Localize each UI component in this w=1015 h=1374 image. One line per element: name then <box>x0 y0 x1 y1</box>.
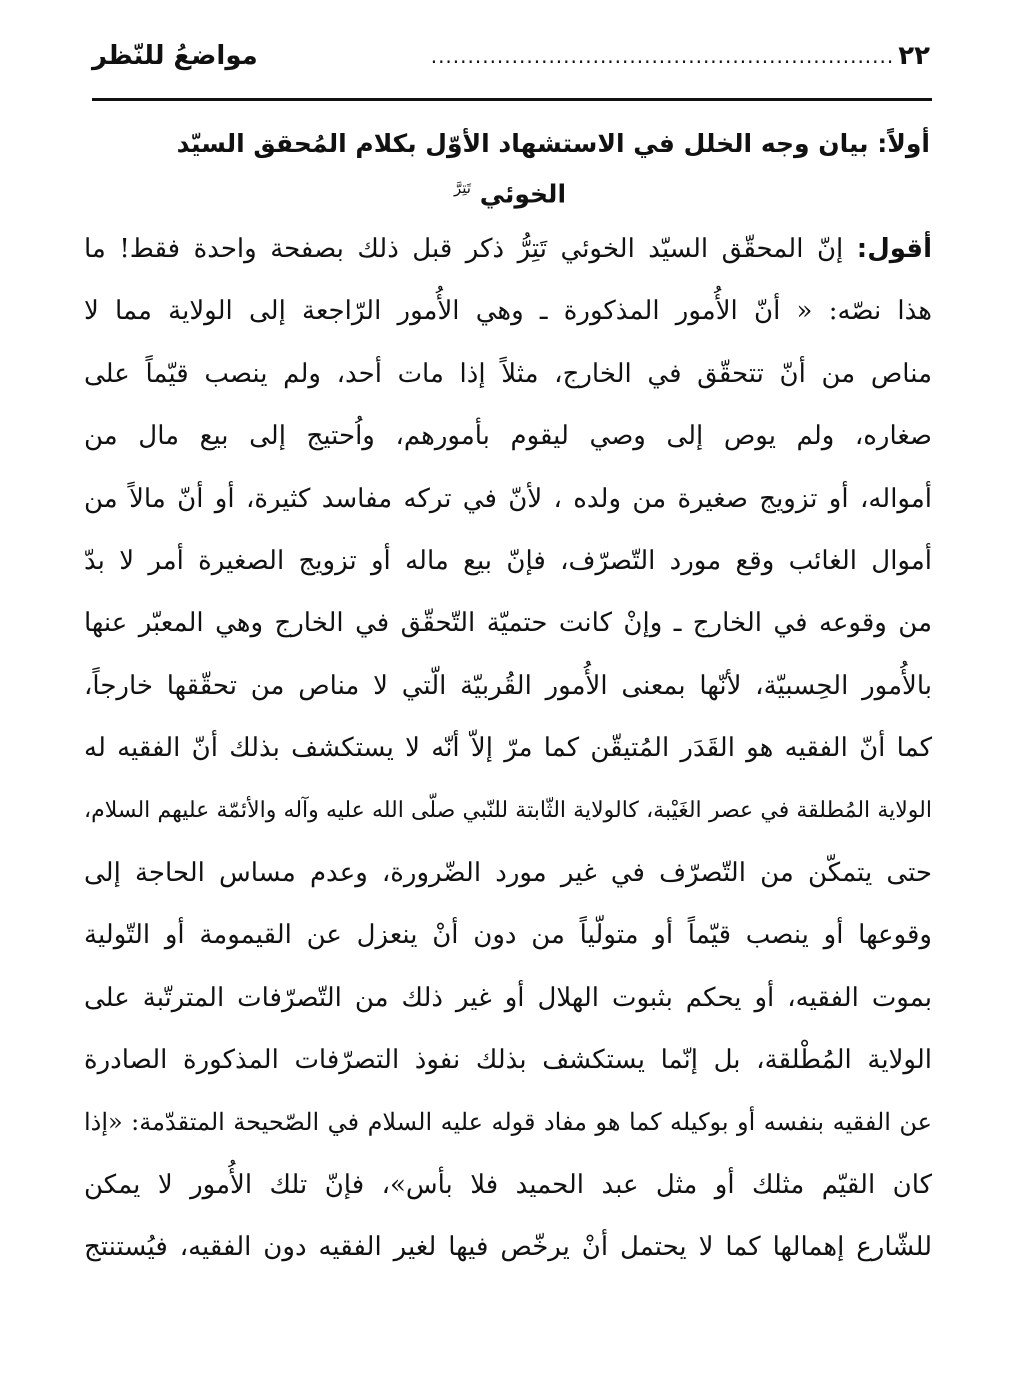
body-line: بموت الفقيه، أو يحكم بثبوت الهلال أو غير ذلك من التّصرّفات المترتّبة على <box>84 982 932 1013</box>
body-line: هذا نصّه: « أنّ الأُمور المذكورة ـ وهي الأُمور الرّاجعة إلى الولاية مما لا <box>84 296 932 327</box>
body-line: كان القيّم مثلك أو مثل عبد الحميد فلا بأس»، فإنّ تلك الأُمور لا يمكن <box>84 1169 932 1200</box>
body-line: صغاره، ولم يوص إلى وصي ليقوم بأمورهم، واُحتيج إلى بيع مال من <box>84 421 932 452</box>
body-line: الولاية المُطْلقة، بل إنّما يستكشف بذلك نفوذ التصرّفات المذكورة الصادرة <box>84 1045 932 1076</box>
lead-word: أقول: <box>856 234 932 264</box>
body-line: للشّارع إهمالها كما لا يحتمل أنْ يرخّص فيها لغير الفقيه دون الفقيه، فيُستنتج <box>84 1232 932 1263</box>
header-divider <box>92 98 932 101</box>
header-leader-dots: ............................................................... <box>430 44 895 68</box>
section-heading <box>90 122 930 216</box>
page-number: ٢٢ <box>898 41 930 71</box>
honorific-glyph: تَتِرَّ <box>453 179 471 197</box>
body-text <box>84 218 932 1279</box>
body-line: من وقوعه في الخارج ـ وإنْ كانت حتميّة التّحقّق في الخارج وهي المعبّر عنها <box>84 608 932 639</box>
body-line: أموال الغائب وقع مورد التّصرّف، فإنّ بيع ماله أو تزويج الصغيرة أمر لا بدّ <box>84 545 932 576</box>
body-line-1-text: إنّ المحقّق السيّد الخوئي تَتِرُّ ذكر قبل ذلك بصفحة واحدة فقط! ما <box>84 234 844 264</box>
body-line: مناص من أنّ تتحقّق في الخارج، مثلاً إذا مات أحد، ولم ينصب قيّماً على <box>84 358 932 389</box>
body-line: بالأُمور الحِسبيّة، لأنّها بمعنى الأُمور القُربيّة الّتي لا مناص من تحقّقها خارجاً، <box>84 670 932 701</box>
heading-line-1: أولاً: بيان وجه الخلل في الاستشهاد الأوّل بكلام المُحقق السيّد <box>176 129 930 158</box>
body-line: وقوعها أو ينصب قيّماً أو متولّياً من دون أنْ ينعزل عن القيمومة أو التّولية <box>84 920 932 951</box>
body-line: الولاية المُطلقة في عصر الغَيْبة، كالولاية الثّابتة للنّبي صلّى الله عليه وآله والأئمّة عليهم السلام، <box>84 797 932 823</box>
body-line: أمواله، أو تزويج صغيرة من ولده ، لأنّ في تركه مفاسد كثيرة، أو أنّ مالاً من <box>84 483 932 514</box>
body-line: كما أنّ الفقيه هو القَدَر المُتيقّن كما مرّ إلاّ أنّه لا يستكشف بذلك أنّ الفقيه له <box>84 733 932 764</box>
body-line <box>84 218 932 280</box>
body-line: عن الفقيه بنفسه أو بوكيله كما هو مفاد قوله عليه السلام في الصّحيحة المتقدّمة: «إذا <box>84 1108 932 1137</box>
running-header <box>92 36 930 76</box>
book-title: مواضعُ للنّظر <box>92 41 258 71</box>
heading-line-2 <box>90 166 930 216</box>
body-line: حتى يتمكّن من التّصرّف في غير مورد الضّرورة، وعدم مساس الحاجة إلى <box>84 857 932 888</box>
heading-name: الخوئي <box>479 179 567 209</box>
